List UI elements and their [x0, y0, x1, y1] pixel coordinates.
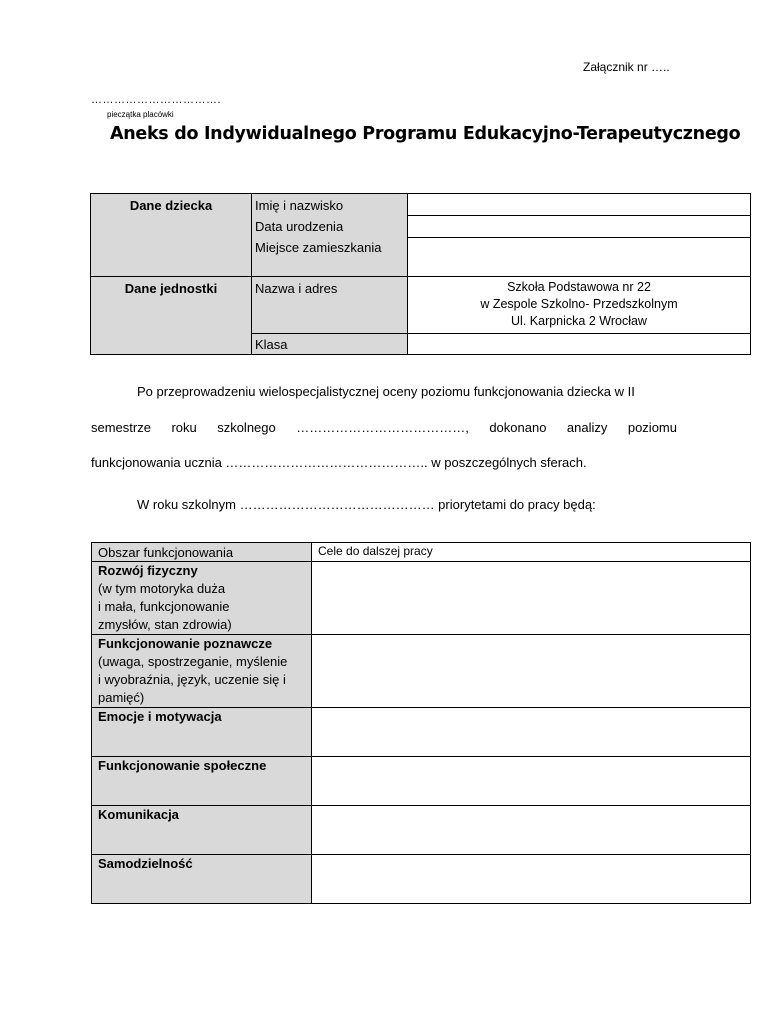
area-title: Komunikacja	[98, 807, 179, 822]
area-physical	[92, 562, 312, 635]
area-description: (w tym motoryka duża	[98, 581, 226, 596]
school-year-blank: …………………………………,	[296, 420, 469, 435]
goals-cognitive[interactable]	[312, 635, 751, 708]
area-description: (uwaga, spostrzeganie, myślenie	[98, 654, 288, 669]
field-name-label: Imię i nazwisko	[255, 198, 344, 213]
column-header-goals: Cele do dalszej pracy	[312, 543, 751, 562]
areas-table	[91, 542, 751, 904]
area-cognitive	[92, 635, 312, 708]
class-label: Klasa	[252, 334, 408, 355]
area-title: Samodzielność	[98, 856, 193, 871]
word: poziomu	[627, 420, 677, 435]
area-title: Funkcjonowanie społeczne	[98, 758, 267, 773]
column-header-area: Obszar funkcjonowania	[92, 543, 312, 562]
child-fields-cell	[252, 194, 408, 277]
paragraph-line-3: funkcjonowania ucznia ……………………………………….. w poszczególnych sferach.	[91, 455, 587, 470]
class-value[interactable]	[408, 334, 751, 355]
attachment-number: Załącznik nr …..	[583, 60, 670, 74]
unit-school-value	[408, 277, 751, 334]
paragraph-line-2	[91, 420, 677, 435]
area-description: pamięć)	[98, 690, 145, 705]
stamp-label: pieczątka placówki	[107, 110, 174, 119]
word: roku	[171, 420, 197, 435]
word: szkolnego	[217, 420, 276, 435]
field-address-label: Miejsce zamieszkania	[255, 240, 382, 255]
school-line: w Zespole Szkolno- Przedszkolnym	[480, 297, 678, 311]
field-birthdate-label: Data urodzenia	[255, 219, 344, 234]
word: analizy	[566, 420, 608, 435]
paragraph-line-1: Po przeprowadzeniu wielospecjalistycznej oceny poziomu funkcjonowania dziecka w II	[137, 384, 635, 399]
goals-communication[interactable]	[312, 806, 751, 855]
child-data-label: Dane dziecka	[91, 194, 252, 277]
child-name-value[interactable]	[408, 194, 751, 216]
goals-social[interactable]	[312, 757, 751, 806]
area-description: zmysłów, stan zdrowia)	[98, 617, 232, 632]
area-emotions	[92, 708, 312, 757]
goals-independence[interactable]	[312, 855, 751, 904]
area-title: Emocje i motywacja	[98, 709, 222, 724]
word: semestrze	[91, 420, 151, 435]
school-line: Szkoła Podstawowa nr 22	[507, 280, 651, 294]
unit-data-label: Dane jednostki	[91, 277, 252, 355]
area-description: i mała, funkcjonowanie	[98, 599, 230, 614]
child-birthdate-value[interactable]	[408, 216, 751, 238]
word: dokonano	[489, 420, 547, 435]
area-social	[92, 757, 312, 806]
document-title: Aneks do Indywidualnego Programu Edukacyjno-Terapeutycznego	[110, 124, 741, 144]
school-line: Ul. Karpnicka 2 Wrocław	[511, 314, 647, 328]
area-independence	[92, 855, 312, 904]
goals-physical[interactable]	[312, 562, 751, 635]
area-title: Rozwój fizyczny	[98, 563, 198, 578]
child-address-value[interactable]	[408, 238, 751, 277]
goals-emotions[interactable]	[312, 708, 751, 757]
unit-name-address-label: Nazwa i adres	[252, 277, 408, 334]
area-title: Funkcjonowanie poznawcze	[98, 636, 273, 651]
priorities-line: W roku szkolnym ……………………………………… priorytetami do pracy będą:	[137, 497, 596, 512]
area-description: i wyobraźnia, język, uczenie się i	[98, 672, 286, 687]
area-communication	[92, 806, 312, 855]
info-table	[90, 193, 751, 355]
stamp-placeholder: …………………………….	[91, 94, 222, 106]
